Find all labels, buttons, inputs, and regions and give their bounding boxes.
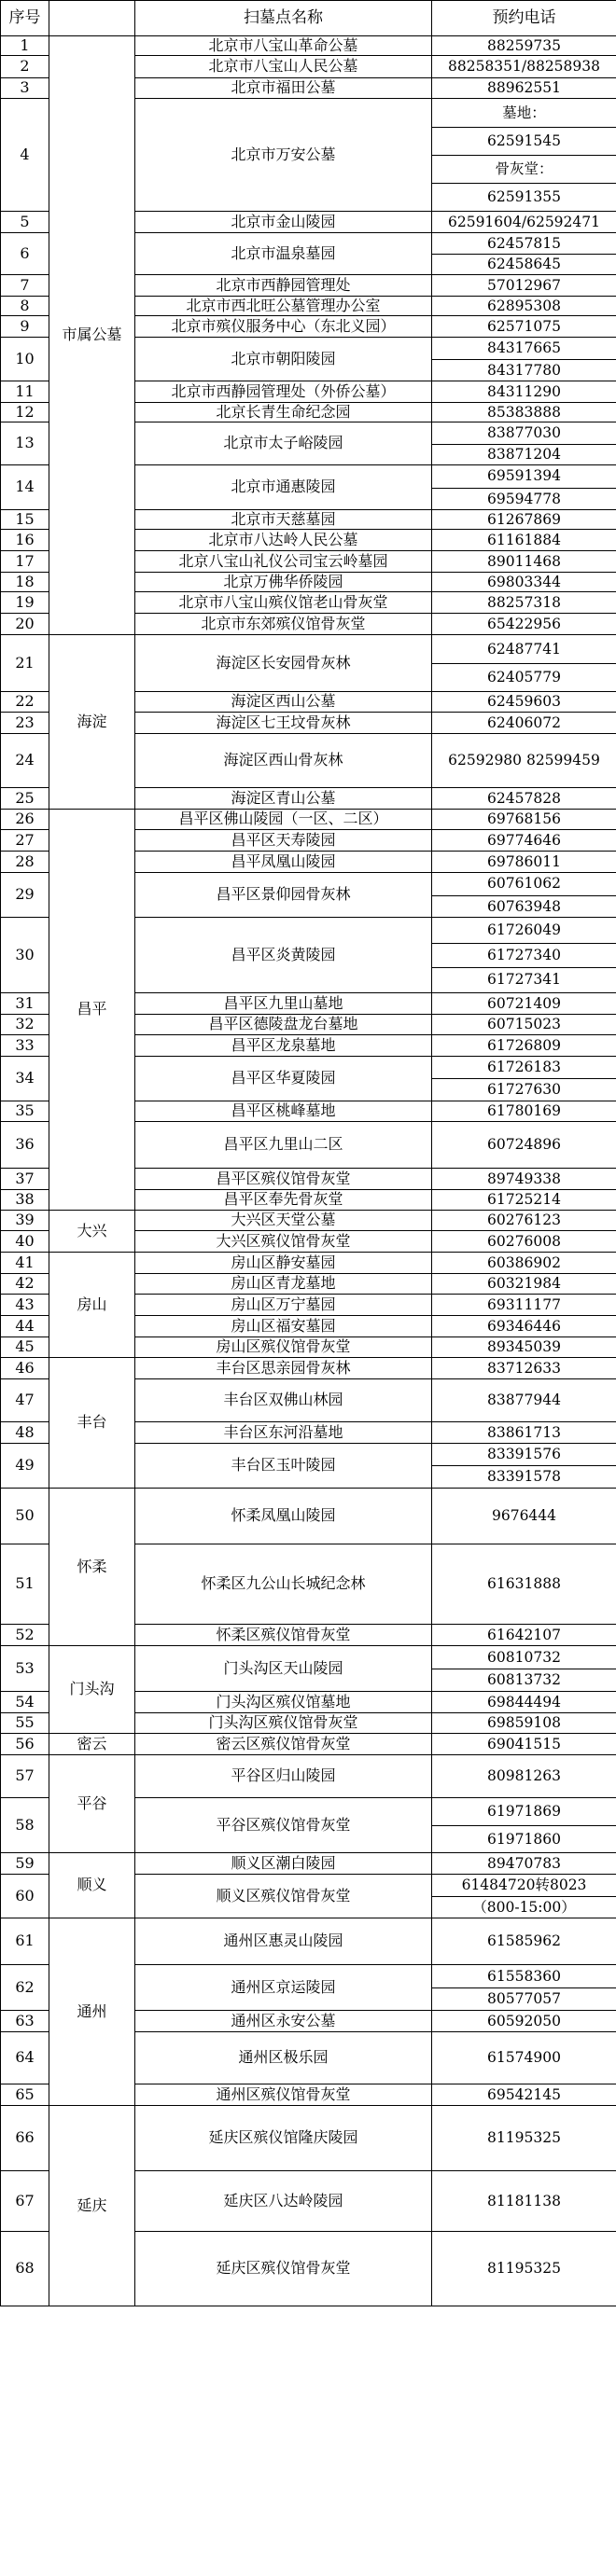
cemetery-name: 北京八宝山礼仪公司宝云岭墓园 [135, 551, 432, 573]
row-number: 14 [1, 465, 49, 510]
phone-cell: 62406072 [432, 713, 616, 734]
cemetery-name: 怀柔区殡仪馆骨灰堂 [135, 1624, 432, 1645]
row-number: 10 [1, 338, 49, 381]
row-number: 43 [1, 1294, 49, 1315]
phone-cell: 60276123 [432, 1210, 616, 1230]
phone-cell: 83861713 [432, 1421, 616, 1443]
row-number: 57 [1, 1754, 49, 1797]
phone-number: 69591394 [487, 467, 561, 484]
phone-cell [432, 1964, 616, 2010]
district-cell: 门头沟 [49, 1645, 135, 1733]
phone-number: 61727630 [432, 1078, 616, 1101]
district-cell: 昌平 [49, 810, 135, 1211]
row-number: 1 [1, 36, 49, 56]
phone-cell: 61574900 [432, 2031, 616, 2084]
phone-number: 61727341 [432, 967, 616, 992]
row-number: 6 [1, 233, 49, 275]
phone-cell: 89011468 [432, 551, 616, 573]
cemetery-name: 昌平区景仰园骨灰林 [135, 873, 432, 918]
phone-cell: 60715023 [432, 1014, 616, 1034]
row-number: 24 [1, 734, 49, 788]
phone-number: 83877030 [487, 424, 561, 441]
row-number: 19 [1, 592, 49, 614]
cemetery-name: 北京市八宝山革命公墓 [135, 36, 432, 56]
phone-number: 60810732 [487, 1648, 561, 1666]
phone-number: （800-15:00） [432, 1896, 616, 1918]
table-row [1, 1357, 616, 1378]
phone-cell: 60721409 [432, 992, 616, 1014]
cemetery-name: 北京市福田公墓 [135, 78, 432, 99]
row-number: 15 [1, 510, 49, 530]
row-number: 2 [1, 56, 49, 78]
phone-cell [432, 873, 616, 918]
district-cell: 怀柔 [49, 1488, 135, 1645]
header-name: 扫墓点名称 [135, 1, 432, 36]
phone-cell: 62459603 [432, 692, 616, 713]
cemetery-name: 昌平区桃峰墓地 [135, 1101, 432, 1121]
row-number: 38 [1, 1189, 49, 1210]
cemetery-name: 平谷区殡仪馆骨灰堂 [135, 1797, 432, 1852]
phone-cell: 60276008 [432, 1230, 616, 1252]
row-number: 66 [1, 2105, 49, 2170]
row-number: 33 [1, 1034, 49, 1056]
district-cell: 大兴 [49, 1210, 135, 1252]
district-cell: 丰台 [49, 1357, 135, 1488]
table-row [1, 1754, 616, 1797]
phone-cell: 69041515 [432, 1733, 616, 1754]
phone-cell [432, 338, 616, 381]
phone-number: 墓地： [502, 104, 546, 121]
district-cell: 平谷 [49, 1754, 135, 1852]
cemetery-name: 延庆区殡仪馆隆庆陵园 [135, 2105, 432, 2170]
phone-cell: 85383888 [432, 403, 616, 422]
phone-cell [432, 1645, 616, 1691]
table-row [1, 1918, 616, 1964]
table-row [1, 36, 616, 56]
row-number: 55 [1, 1712, 49, 1733]
cemetery-name: 昌平区九里山二区 [135, 1121, 432, 1168]
cemetery-name: 北京市西静园管理处 [135, 275, 432, 297]
phone-cell: 61631888 [432, 1544, 616, 1624]
cemetery-name: 北京万佛华侨陵园 [135, 573, 432, 592]
row-number: 50 [1, 1488, 49, 1544]
header-district [49, 1, 135, 36]
table-row [1, 2105, 616, 2170]
phone-cell [432, 422, 616, 465]
phone-number: 60761062 [487, 875, 561, 892]
table-row [1, 1645, 616, 1691]
phone-cell: 57012967 [432, 275, 616, 297]
row-number: 17 [1, 551, 49, 573]
phone-cell: 60386902 [432, 1252, 616, 1273]
cemetery-name: 平谷区归山陵园 [135, 1754, 432, 1797]
row-number: 39 [1, 1210, 49, 1230]
phone-cell: 62571075 [432, 316, 616, 338]
cemetery-name: 海淀区青山公墓 [135, 788, 432, 810]
row-number: 21 [1, 635, 49, 692]
row-number: 68 [1, 2231, 49, 2306]
cemetery-name: 昌平凤凰山陵园 [135, 852, 432, 873]
phone-number: 61558360 [487, 1967, 561, 1985]
cemetery-name: 门头沟区天山陵园 [135, 1645, 432, 1691]
row-number: 18 [1, 573, 49, 592]
phone-number: 84317665 [487, 339, 561, 356]
cemetery-name: 昌平区德陵盘龙台墓地 [135, 1014, 432, 1034]
row-number: 12 [1, 403, 49, 422]
row-number: 56 [1, 1733, 49, 1754]
row-number: 29 [1, 873, 49, 918]
cemetery-name: 房山区静安墓园 [135, 1252, 432, 1273]
cemetery-name: 昌平区佛山陵园（一区、二区） [135, 810, 432, 830]
phone-cell: 83712633 [432, 1357, 616, 1378]
cemetery-name: 海淀区长安园骨灰林 [135, 635, 432, 692]
district-cell: 通州 [49, 1918, 135, 2105]
phone-cell [432, 1797, 616, 1852]
phone-cell: 60724896 [432, 1121, 616, 1168]
phone-number: 83871204 [432, 444, 616, 465]
cemetery-name: 北京市通惠陵园 [135, 465, 432, 510]
phone-number: 61971869 [487, 1802, 561, 1820]
phone-cell: 80981263 [432, 1754, 616, 1797]
phone-cell [432, 1443, 616, 1488]
phone-cell: 65422956 [432, 614, 616, 635]
row-number: 40 [1, 1230, 49, 1252]
row-number: 34 [1, 1056, 49, 1101]
cemetery-name: 北京长青生命纪念园 [135, 403, 432, 422]
cemetery-name: 房山区万宁墓园 [135, 1294, 432, 1315]
phone-cell: 81181138 [432, 2170, 616, 2231]
cemetery-name: 通州区京运陵园 [135, 1964, 432, 2010]
cemetery-name: 怀柔凤凰山陵园 [135, 1488, 432, 1544]
phone-cell: 84311290 [432, 381, 616, 403]
phone-cell [432, 99, 616, 212]
cemetery-name: 北京市万安公墓 [135, 99, 432, 212]
table-header-row [1, 1, 616, 36]
row-number: 53 [1, 1645, 49, 1691]
phone-cell: 88962551 [432, 78, 616, 99]
cemetery-name: 门头沟区殡仪馆墓地 [135, 1691, 432, 1712]
phone-number: 62457815 [487, 235, 561, 252]
phone-number: 骨灰堂： [432, 155, 616, 183]
district-cell: 延庆 [49, 2105, 135, 2306]
phone-cell: 81195325 [432, 2231, 616, 2306]
cemetery-name: 海淀区西山骨灰林 [135, 734, 432, 788]
phone-cell: 89470783 [432, 1852, 616, 1874]
phone-cell: 88257318 [432, 592, 616, 614]
phone-cell: 89749338 [432, 1168, 616, 1189]
cemetery-name: 昌平区龙泉墓地 [135, 1034, 432, 1056]
row-number: 8 [1, 297, 49, 316]
phone-number: 61726183 [487, 1058, 561, 1075]
row-number: 51 [1, 1544, 49, 1624]
phone-cell: 61725214 [432, 1189, 616, 1210]
row-number: 5 [1, 212, 49, 233]
row-number: 47 [1, 1378, 49, 1421]
phone-number: 61484720转8023 [461, 1876, 587, 1893]
phone-number: 61727340 [432, 943, 616, 968]
row-number: 37 [1, 1168, 49, 1189]
row-number: 35 [1, 1101, 49, 1121]
cemetery-name: 北京市太子峪陵园 [135, 422, 432, 465]
phone-number: 60813732 [432, 1669, 616, 1691]
cemetery-name: 北京市西静园管理处（外侨公墓） [135, 381, 432, 403]
cemetery-name: 北京市东郊殡仪馆骨灰堂 [135, 614, 432, 635]
cemetery-name: 海淀区七王坟骨灰林 [135, 713, 432, 734]
cemetery-name: 大兴区殡仪馆骨灰堂 [135, 1230, 432, 1252]
row-number: 62 [1, 1964, 49, 2010]
cemetery-name: 延庆区殡仪馆骨灰堂 [135, 2231, 432, 2306]
cemetery-name: 昌平区天寿陵园 [135, 830, 432, 852]
row-number: 64 [1, 2031, 49, 2084]
phone-number: 80577057 [432, 1987, 616, 2010]
phone-cell: 69774646 [432, 830, 616, 852]
cemetery-name: 北京市八宝山人民公墓 [135, 56, 432, 78]
cemetery-name: 丰台区玉叶陵园 [135, 1443, 432, 1488]
header-no: 序号 [1, 1, 49, 36]
row-number: 67 [1, 2170, 49, 2231]
row-number: 7 [1, 275, 49, 297]
row-number: 52 [1, 1624, 49, 1645]
row-number: 36 [1, 1121, 49, 1168]
cemetery-name: 昌平区华夏陵园 [135, 1056, 432, 1101]
row-number: 45 [1, 1336, 49, 1357]
phone-cell: 9676444 [432, 1488, 616, 1544]
cemetery-name: 顺义区殡仪馆骨灰堂 [135, 1874, 432, 1918]
table-row [1, 635, 616, 692]
row-number: 28 [1, 852, 49, 873]
phone-number: 61971860 [432, 1825, 616, 1852]
district-cell: 密云 [49, 1733, 135, 1754]
phone-cell: 88259735 [432, 36, 616, 56]
row-number: 16 [1, 530, 49, 551]
table-row [1, 810, 616, 830]
table-body [1, 36, 616, 2306]
district-cell: 房山 [49, 1252, 135, 1357]
cemetery-name: 昌平区殡仪馆骨灰堂 [135, 1168, 432, 1189]
phone-cell: 69542145 [432, 2084, 616, 2105]
row-number: 46 [1, 1357, 49, 1378]
phone-cell: 88258351/88258938 [432, 56, 616, 78]
phone-cell: 61267869 [432, 510, 616, 530]
row-number: 42 [1, 1273, 49, 1294]
row-number: 44 [1, 1315, 49, 1336]
phone-number: 84317780 [432, 359, 616, 381]
phone-cell [432, 465, 616, 510]
phone-cell: 62592980 82599459 [432, 734, 616, 788]
cemetery-name: 北京市朝阳陵园 [135, 338, 432, 381]
cemetery-name: 北京市殡仪服务中心（东北义园） [135, 316, 432, 338]
phone-cell: 60592050 [432, 2010, 616, 2031]
phone-cell [432, 918, 616, 993]
cemetery-name: 通州区殡仪馆骨灰堂 [135, 2084, 432, 2105]
phone-cell: 61585962 [432, 1918, 616, 1964]
row-number: 65 [1, 2084, 49, 2105]
phone-cell: 81195325 [432, 2105, 616, 2170]
phone-cell [432, 1056, 616, 1101]
phone-cell: 61642107 [432, 1624, 616, 1645]
row-number: 25 [1, 788, 49, 810]
phone-number: 62458645 [432, 254, 616, 274]
row-number: 32 [1, 1014, 49, 1034]
row-number: 61 [1, 1918, 49, 1964]
row-number: 13 [1, 422, 49, 465]
row-number: 27 [1, 830, 49, 852]
phone-cell [432, 233, 616, 275]
row-number: 3 [1, 78, 49, 99]
cemetery-name: 昌平区炎黄陵园 [135, 918, 432, 993]
phone-cell: 69786011 [432, 852, 616, 873]
cemetery-name: 怀柔区九公山长城纪念林 [135, 1544, 432, 1624]
phone-number: 83391576 [487, 1445, 561, 1462]
cemetery-name: 昌平区奉先骨灰堂 [135, 1189, 432, 1210]
row-number: 48 [1, 1421, 49, 1443]
phone-cell: 60321984 [432, 1273, 616, 1294]
phone-cell: 61726809 [432, 1034, 616, 1056]
row-number: 63 [1, 2010, 49, 2031]
row-number: 59 [1, 1852, 49, 1874]
phone-cell: 61780169 [432, 1101, 616, 1121]
cemetery-name: 北京市西北旺公墓管理办公室 [135, 297, 432, 316]
phone-cell: 69803344 [432, 573, 616, 592]
phone-number: 83391578 [432, 1465, 616, 1488]
phone-cell: 62591604/62592471 [432, 212, 616, 233]
row-number: 30 [1, 918, 49, 993]
cemetery-name: 丰台区东河沿墓地 [135, 1421, 432, 1443]
phone-number: 62591355 [432, 183, 616, 211]
phone-cell: 69768156 [432, 810, 616, 830]
phone-number: 61726049 [487, 921, 561, 938]
phone-cell [432, 635, 616, 692]
cemetery-name: 昌平区九里山墓地 [135, 992, 432, 1014]
phone-number: 60763948 [432, 895, 616, 918]
table-row [1, 1252, 616, 1273]
cemetery-name: 北京市八达岭人民公墓 [135, 530, 432, 551]
phone-cell [432, 1874, 616, 1918]
cemetery-name: 大兴区天堂公墓 [135, 1210, 432, 1230]
cemetery-name: 房山区青龙墓地 [135, 1273, 432, 1294]
table-row [1, 1733, 616, 1754]
cemetery-name: 丰台区思亲园骨灰林 [135, 1357, 432, 1378]
header-phone: 预约电话 [432, 1, 616, 36]
row-number: 4 [1, 99, 49, 212]
phone-number: 62487741 [487, 641, 561, 658]
phone-cell: 62457828 [432, 788, 616, 810]
row-number: 26 [1, 810, 49, 830]
phone-cell: 61161884 [432, 530, 616, 551]
phone-number: 62591545 [432, 127, 616, 155]
row-number: 20 [1, 614, 49, 635]
row-number: 23 [1, 713, 49, 734]
phone-number: 62405779 [432, 663, 616, 691]
cemetery-name: 北京市八宝山殡仪馆老山骨灰堂 [135, 592, 432, 614]
cemetery-name: 房山区殡仪馆骨灰堂 [135, 1336, 432, 1357]
district-cell: 顺义 [49, 1852, 135, 1918]
table-row [1, 1210, 616, 1230]
row-number: 49 [1, 1443, 49, 1488]
cemetery-name: 通州区惠灵山陵园 [135, 1918, 432, 1964]
phone-cell: 69346446 [432, 1315, 616, 1336]
cemetery-name: 房山区福安墓园 [135, 1315, 432, 1336]
phone-cell: 83877944 [432, 1378, 616, 1421]
district-cell: 市属公墓 [49, 36, 135, 635]
cemetery-name: 丰台区双佛山林园 [135, 1378, 432, 1421]
row-number: 58 [1, 1797, 49, 1852]
cemetery-name: 北京市温泉墓园 [135, 233, 432, 275]
row-number: 54 [1, 1691, 49, 1712]
phone-number: 69594778 [432, 488, 616, 510]
cemetery-name: 门头沟区殡仪馆骨灰堂 [135, 1712, 432, 1733]
table-row [1, 1852, 616, 1874]
row-number: 31 [1, 992, 49, 1014]
row-number: 41 [1, 1252, 49, 1273]
row-number: 60 [1, 1874, 49, 1918]
row-number: 11 [1, 381, 49, 403]
phone-cell: 62895308 [432, 297, 616, 316]
row-number: 22 [1, 692, 49, 713]
cemetery-name: 延庆区八达岭陵园 [135, 2170, 432, 2231]
cemetery-name: 海淀区西山公墓 [135, 692, 432, 713]
table-row [1, 1488, 616, 1544]
cemetery-name: 北京市金山陵园 [135, 212, 432, 233]
cemetery-name: 通州区极乐园 [135, 2031, 432, 2084]
phone-cell: 69311177 [432, 1294, 616, 1315]
district-cell: 海淀 [49, 635, 135, 810]
cemetery-name: 顺义区潮白陵园 [135, 1852, 432, 1874]
phone-cell: 89345039 [432, 1336, 616, 1357]
cemetery-name: 通州区永安公墓 [135, 2010, 432, 2031]
row-number: 9 [1, 316, 49, 338]
cemetery-name: 密云区殡仪馆骨灰堂 [135, 1733, 432, 1754]
phone-cell: 69859108 [432, 1712, 616, 1733]
phone-cell: 69844494 [432, 1691, 616, 1712]
cemetery-name: 北京市天慈墓园 [135, 510, 432, 530]
